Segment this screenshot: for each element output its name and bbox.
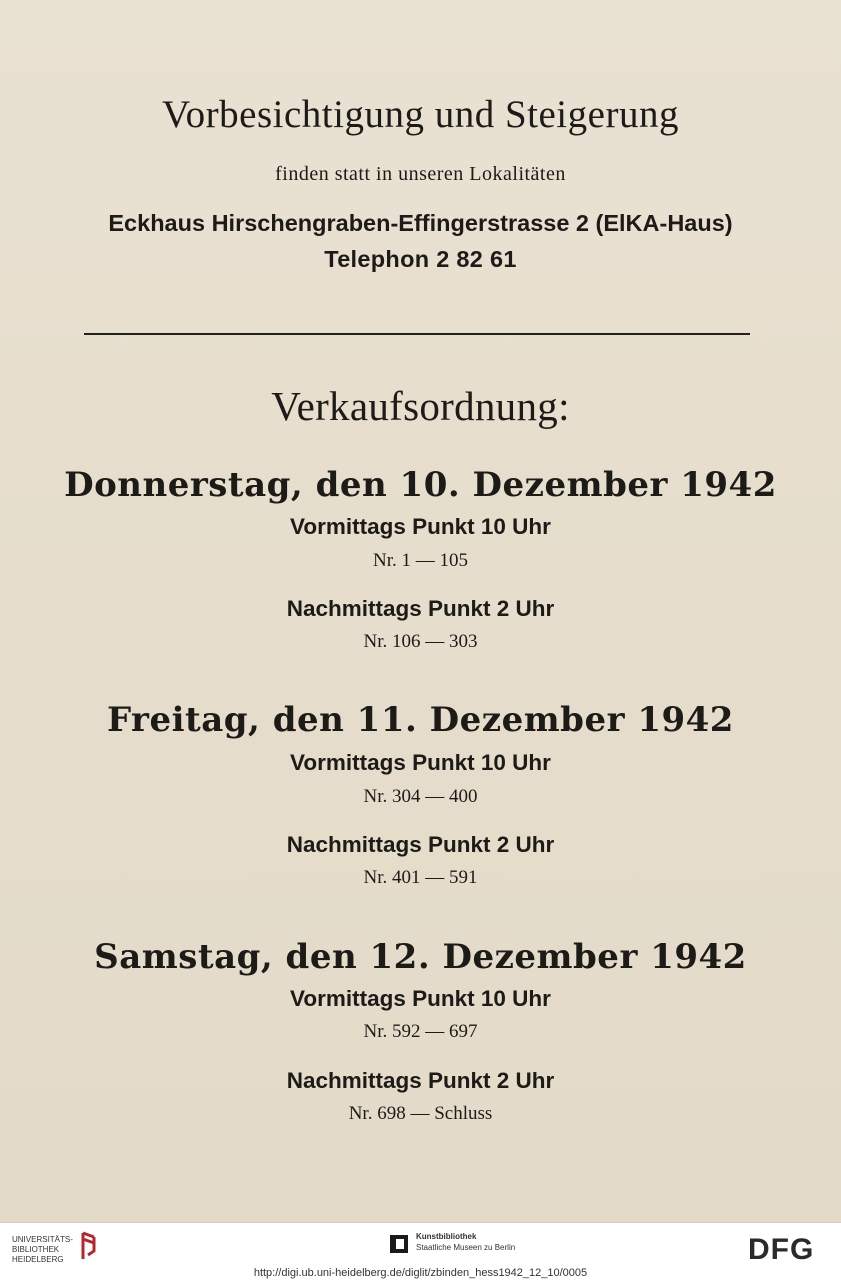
university-library-logo[interactable]: UNIVERSITÄTS- BIBLIOTHEK HEIDELBERG <box>12 1235 73 1264</box>
telephone-number: Telephon 2 82 61 <box>324 246 517 272</box>
page-title: Vorbesichtigung und Steigerung <box>162 93 679 136</box>
morning-lot-range: Nr. 592 — 697 <box>363 1021 478 1042</box>
afternoon-session: Nachmittags Punkt 2 Uhr <box>286 596 555 621</box>
dfg-logo[interactable]: DFG <box>748 1233 815 1266</box>
university-seal-icon <box>80 1231 100 1261</box>
day-title-thursday: Donnerstag, den 10. Dezember 1942 <box>64 465 777 505</box>
morning-session: Vormittags Punkt 10 Uhr <box>290 986 551 1011</box>
day-title-saturday: Samstag, den 12. Dezember 1942 <box>94 937 747 977</box>
morning-lot-range: Nr. 304 — 400 <box>363 786 478 807</box>
viewer-footer <box>0 1222 841 1281</box>
afternoon-lot-range: Nr. 698 — Schluss <box>348 1103 493 1124</box>
morning-lot-range: Nr. 1 — 105 <box>373 550 468 571</box>
permalink-url[interactable]: http://digi.ub.uni-heidelberg.de/diglit/zbinden_hess1942_12_10/0005 <box>253 1267 588 1279</box>
divider-rule <box>84 333 750 335</box>
afternoon-lot-range: Nr. 106 — 303 <box>363 631 478 652</box>
venue-address: Eckhaus Hirschengraben-Effingerstrasse 2 (ElKA-Haus) <box>108 210 733 236</box>
sales-order-heading: Verkaufsordnung: <box>271 383 570 429</box>
page-subtitle: finden statt in unseren Lokalitäten <box>275 163 566 185</box>
morning-session: Vormittags Punkt 10 Uhr <box>290 514 551 539</box>
afternoon-session: Nachmittags Punkt 2 Uhr <box>286 1068 555 1093</box>
afternoon-lot-range: Nr. 401 — 591 <box>363 867 478 888</box>
day-title-friday: Freitag, den 11. Dezember 1942 <box>107 700 734 740</box>
kunstbibliothek-label[interactable]: Kunstbibliothek Staatliche Museen zu Berlin <box>416 1232 516 1252</box>
morning-session: Vormittags Punkt 10 Uhr <box>290 750 551 775</box>
kunstbibliothek-logo-icon <box>388 1233 410 1255</box>
afternoon-session: Nachmittags Punkt 2 Uhr <box>286 832 555 857</box>
